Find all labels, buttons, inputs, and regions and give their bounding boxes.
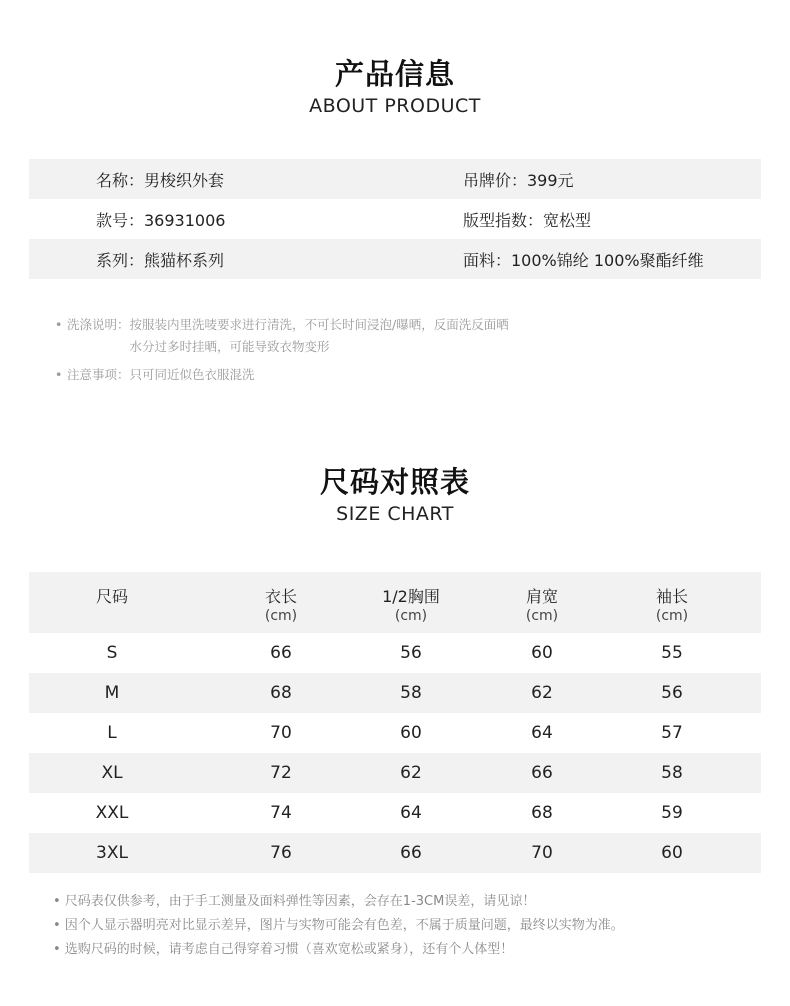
product-info-table	[29, 159, 761, 279]
cell-size: M	[104, 683, 120, 703]
cell-size: L	[107, 723, 117, 743]
cell-sleeve: 55	[661, 643, 683, 663]
note-label: 洗涤说明：	[67, 317, 130, 332]
info-row	[29, 199, 761, 239]
cell-size: 3XL	[96, 843, 128, 863]
cell-shoulder: 66	[531, 763, 553, 783]
cell-shoulder: 68	[531, 803, 553, 823]
note-text-continued: 水分过多时挂晒，可能导致衣物变形	[129, 339, 330, 354]
cell-half-chest: 60	[400, 723, 422, 743]
cell-size: XL	[101, 763, 123, 783]
cell-half-chest: 66	[400, 843, 422, 863]
note-label: 注意事项：	[67, 367, 130, 382]
cell-length: 76	[270, 843, 292, 863]
size-chart-table	[29, 572, 761, 873]
note-text-block	[130, 314, 509, 358]
info-series: 系列：熊猫杯系列	[96, 250, 225, 270]
footnote: • 选购尺码的时候，请考虑自己得穿着习惯（喜欢宽松或紧身），还有个人体型！	[53, 942, 514, 957]
header-shoulder-unit: (cm)	[525, 608, 559, 624]
size-chart-subtitle: SIZE CHART	[336, 503, 454, 525]
size-table-header	[29, 572, 761, 633]
cell-length: 68	[270, 683, 292, 703]
info-style-number: 款号：36931006	[96, 210, 226, 230]
cell-size: XXL	[95, 803, 129, 823]
header-sleeve: 袖长	[655, 587, 688, 606]
cell-shoulder: 64	[531, 723, 553, 743]
header-half-chest: 1/2胸围	[382, 587, 440, 606]
info-row	[29, 159, 761, 199]
table-row	[29, 633, 761, 673]
header-length: 衣长	[264, 587, 297, 606]
table-row	[29, 673, 761, 713]
cell-sleeve: 60	[661, 843, 683, 863]
info-name: 名称：男梭织外套	[96, 170, 225, 190]
note-bullet: •	[55, 317, 63, 332]
header-size: 尺码	[95, 587, 128, 606]
care-notes	[55, 314, 509, 386]
table-row	[29, 833, 761, 873]
info-price: 吊牌价：399元	[463, 170, 574, 190]
note-bullet: •	[55, 367, 63, 382]
care-note-washing	[55, 314, 509, 358]
cell-length: 70	[270, 723, 292, 743]
cell-shoulder: 60	[531, 643, 553, 663]
size-chart-title: 尺码对照表	[319, 465, 470, 499]
header-sleeve-unit: (cm)	[655, 608, 689, 624]
info-fit: 版型指数：宽松型	[463, 210, 592, 230]
cell-half-chest: 64	[400, 803, 422, 823]
cell-half-chest: 62	[400, 763, 422, 783]
cell-shoulder: 62	[531, 683, 553, 703]
cell-shoulder: 70	[531, 843, 553, 863]
table-row	[29, 713, 761, 753]
cell-length: 74	[270, 803, 292, 823]
footnote: • 因个人显示器明亮对比显示差异，图片与实物可能会有色差，不属于质量问题，最终以实物为准。	[53, 918, 624, 933]
header-shoulder: 肩宽	[525, 587, 558, 606]
product-info-subheading	[0, 95, 790, 117]
care-note-attention	[55, 364, 509, 386]
footnote: • 尺码表仅供参考，由于手工测量及面料弹性等因素，会存在1-3CM误差，请见谅！	[53, 894, 536, 909]
table-row	[29, 753, 761, 793]
size-chart-heading	[0, 460, 790, 501]
info-row	[29, 239, 761, 279]
cell-sleeve: 58	[661, 763, 683, 783]
note-text: 按服装内里洗唛要求进行清洗，不可长时间浸泡/曝晒，反面洗反面晒	[129, 317, 509, 332]
header-length-unit: (cm)	[264, 608, 298, 624]
note-text: 只可同近似色衣服混洗	[129, 367, 255, 382]
product-info-title: 产品信息	[334, 57, 455, 91]
cell-sleeve: 56	[661, 683, 683, 703]
info-fabric: 面料：100%锦纶 100%聚酯纤维	[463, 250, 704, 270]
product-info-heading	[0, 52, 790, 93]
cell-length: 72	[270, 763, 292, 783]
cell-sleeve: 57	[661, 723, 683, 743]
cell-length: 66	[270, 643, 292, 663]
product-info-subtitle: ABOUT PRODUCT	[309, 95, 481, 117]
cell-half-chest: 58	[400, 683, 422, 703]
header-half-chest-unit: (cm)	[394, 608, 428, 624]
table-row	[29, 793, 761, 833]
size-chart-subheading	[0, 503, 790, 525]
cell-half-chest: 56	[400, 643, 422, 663]
cell-size: S	[106, 643, 118, 663]
size-footnotes	[53, 890, 624, 962]
cell-sleeve: 59	[661, 803, 683, 823]
